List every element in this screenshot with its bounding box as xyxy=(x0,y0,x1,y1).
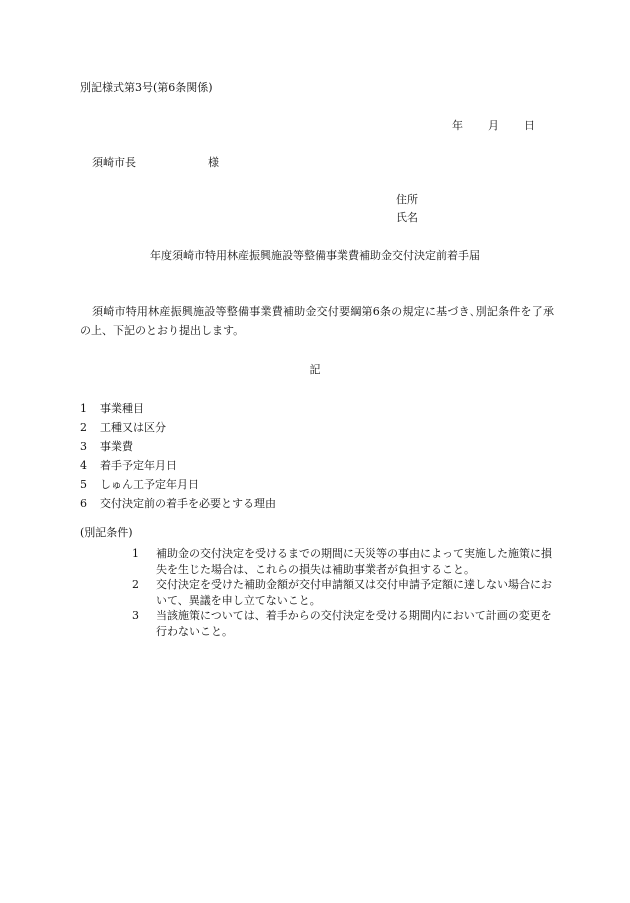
item-text: 工種又は区分 xyxy=(100,421,166,434)
condition-text: 交付決定を受けた補助金額が交付申請額又は交付申請予定額に達しない場合において、異議を申し立てないこと。 xyxy=(156,578,552,607)
list-item xyxy=(80,418,276,437)
addressee-honorific: 様 xyxy=(208,156,219,169)
applicant-address-label: 住所 xyxy=(396,193,418,206)
condition-item xyxy=(132,608,554,639)
addressee-name: 須崎市長 xyxy=(92,156,136,169)
condition-text: 当該施策については、着手からの交付決定を受ける期間内において計画の変更を行わないこと。 xyxy=(156,609,552,638)
condition-text: 補助金の交付決定を受けるまでの期間に天災等の事由によって実施した施策に損失を生じた場合は、これらの損失は補助事業者が負担すること。 xyxy=(156,547,552,576)
item-text: しゅん工予定年月日 xyxy=(100,478,199,491)
item-text: 着手予定年月日 xyxy=(100,459,177,472)
item-number: 4 xyxy=(80,459,87,472)
items-list xyxy=(80,399,276,513)
item-text: 事業費 xyxy=(100,440,133,453)
list-item xyxy=(80,399,276,418)
condition-number: 1 xyxy=(132,547,139,560)
item-number: 3 xyxy=(80,440,87,453)
list-item xyxy=(80,494,276,513)
item-number: 5 xyxy=(80,478,87,491)
conditions-list xyxy=(132,546,554,639)
ki-heading: 記 xyxy=(309,363,321,376)
item-text: 事業種目 xyxy=(100,402,144,415)
item-number: 1 xyxy=(80,402,87,415)
document-title: 年度須崎市特用林産振興施設等整備事業費補助金交付決定前着手届 xyxy=(150,249,480,262)
item-number: 2 xyxy=(80,421,87,434)
item-text: 交付決定前の着手を必要とする理由 xyxy=(100,497,276,510)
applicant-name-label: 氏名 xyxy=(396,211,418,224)
date-month-label: 月 xyxy=(488,119,499,132)
condition-item xyxy=(132,577,554,608)
date-year-label: 年 xyxy=(452,119,463,132)
condition-number: 2 xyxy=(132,578,139,591)
list-item xyxy=(80,475,276,494)
condition-item xyxy=(132,546,554,577)
item-number: 6 xyxy=(80,497,87,510)
date-day-label: 日 xyxy=(524,119,535,132)
list-item xyxy=(80,437,276,456)
body-paragraph: 須崎市特用林産振興施設等整備事業費補助金交付要綱第6条の規定に基づき､別記条件を了承の上、下記のとおり提出します。 xyxy=(80,305,554,337)
condition-number: 3 xyxy=(132,609,139,622)
conditions-heading: (別記条件) xyxy=(80,526,133,539)
form-number: 別記様式第3号(第6条関係) xyxy=(80,81,213,94)
list-item xyxy=(80,456,276,475)
